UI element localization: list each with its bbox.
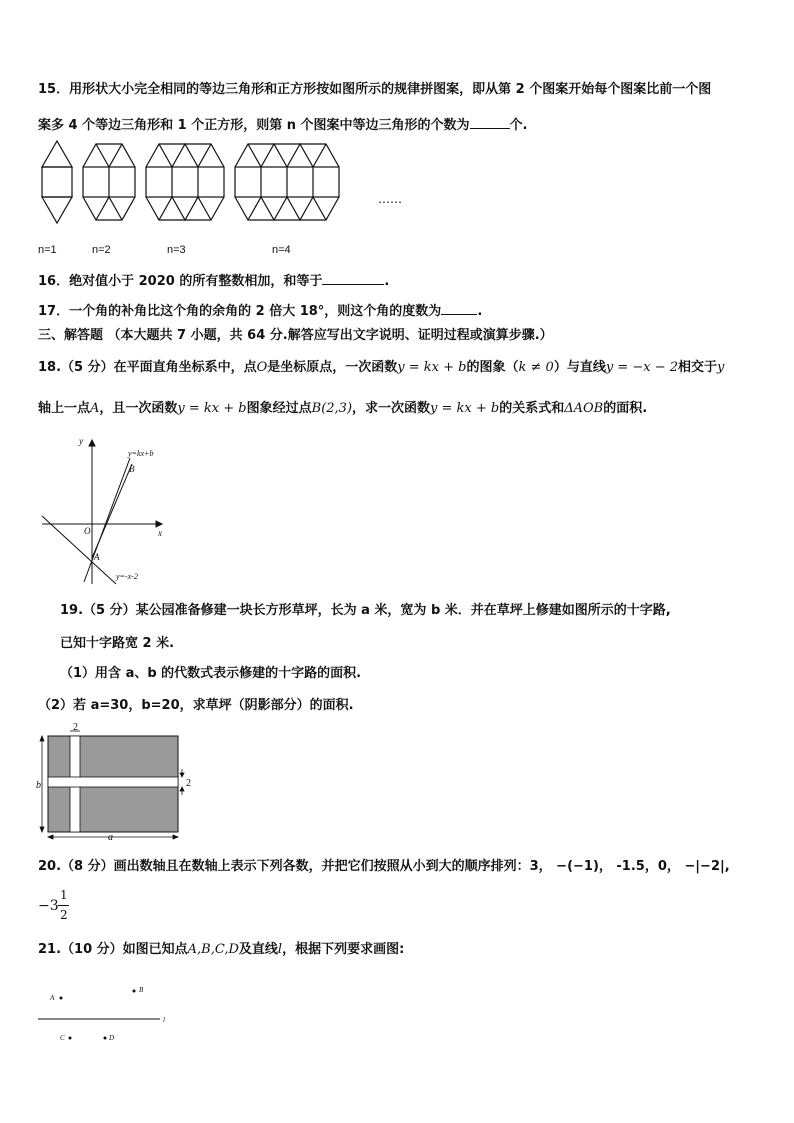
pattern-n3 bbox=[146, 144, 224, 220]
pattern-n2 bbox=[83, 144, 135, 220]
q20-whole: −3 bbox=[38, 898, 59, 914]
q15-line1: 15．用形状大小完全相同的等边三角形和正方形按如图所示的规律拼图案，即从第 2 个图案开始每个图案比前一个图 bbox=[38, 82, 712, 97]
pattern-n1 bbox=[42, 141, 72, 223]
q21-points: A,B,C,D bbox=[187, 942, 239, 957]
q18-text-a: 18.（5 分）在平面直角坐标系中，点 bbox=[38, 360, 257, 375]
q17-end: . bbox=[477, 304, 483, 319]
q20-num: 1 bbox=[60, 888, 68, 902]
label-l: l bbox=[163, 1016, 165, 1024]
q19-lawn-figure bbox=[36, 722, 196, 844]
label-top-2: 2 bbox=[73, 722, 78, 733]
q18-y: y bbox=[717, 360, 725, 375]
q15-answer-blank[interactable] bbox=[470, 114, 510, 129]
q15-line2 bbox=[38, 114, 527, 136]
point-b bbox=[133, 990, 136, 993]
q18-line1 bbox=[38, 358, 724, 378]
label-right-2: 2 bbox=[186, 778, 191, 789]
q15-line2-text: 案多 4 个等边三角形和 1 个正方形，则第 n 个图案中等边三角形的个数为 bbox=[38, 118, 470, 133]
q18-func-3: y = kx + b bbox=[430, 401, 500, 416]
q21-line-l: l bbox=[277, 942, 283, 957]
label-a: a bbox=[108, 832, 113, 843]
y-label: y bbox=[79, 436, 83, 446]
origin-label: O bbox=[84, 526, 91, 536]
q18-cond: k ≠ 0 bbox=[518, 360, 554, 375]
q18-point-o: O bbox=[256, 360, 268, 375]
q18-graph bbox=[36, 432, 176, 588]
q18-text-c: 的图象（ bbox=[466, 360, 519, 375]
point-c bbox=[69, 1037, 72, 1040]
q18-point-b: B(2,3) bbox=[311, 401, 353, 416]
q21-text-b: 及直线 bbox=[238, 942, 278, 957]
label-d: D bbox=[109, 1034, 115, 1042]
q19-line1: 19.（5 分）某公园准备修建一块长方形草坪，长为 a 米，宽为 b 米．并在草坪上修建如图所示的十字路, bbox=[60, 603, 671, 618]
line-kx-plus-b bbox=[84, 458, 130, 582]
q18-point-a: A bbox=[90, 401, 100, 416]
q15-pattern-figure bbox=[36, 140, 396, 232]
q18-text-e: 相交于 bbox=[678, 360, 718, 375]
q18-text-f: 轴上一点 bbox=[38, 401, 91, 416]
q17-answer-blank[interactable] bbox=[441, 300, 477, 315]
q18-triangle: ΔAOB bbox=[564, 401, 604, 416]
q16-answer-blank[interactable] bbox=[322, 270, 384, 285]
point-a-label: A bbox=[94, 552, 100, 562]
q18-func: y = kx + b bbox=[397, 360, 467, 375]
q16 bbox=[38, 270, 389, 292]
q18-line2 bbox=[38, 399, 647, 419]
q15-label-n3: n=3 bbox=[167, 244, 186, 256]
x-axis-arrow bbox=[156, 521, 162, 527]
point-b-label: B bbox=[129, 464, 135, 474]
q21-text-a: 21.（10 分）如图已知点 bbox=[38, 942, 188, 957]
q18-text-j: 的关系式和 bbox=[499, 401, 565, 416]
q18-text-h: 图象经过点 bbox=[246, 401, 312, 416]
q15-label-n1: n=1 bbox=[38, 244, 57, 256]
q21-line1 bbox=[38, 940, 404, 960]
label-a: A bbox=[50, 994, 55, 1002]
q15-ellipsis: …… bbox=[378, 192, 402, 206]
q18-text-d: ）与直线 bbox=[553, 360, 606, 375]
label-kxb: y=kx+b bbox=[128, 449, 154, 458]
q20-line1: 20.（8 分）画出数轴且在数轴上表示下列各数，并把它们按照从小到大的顺序排列：3， −(−1)， -1.5，0， −|−2|, bbox=[38, 859, 730, 874]
q21-figure bbox=[36, 980, 186, 1050]
q18-line-eq: y = −x − 2 bbox=[605, 360, 678, 375]
x-label: x bbox=[158, 528, 162, 538]
q15-label-n2: n=2 bbox=[92, 244, 111, 256]
q17 bbox=[38, 300, 482, 322]
road-horizontal bbox=[48, 777, 178, 787]
q15-line2-end: 个. bbox=[509, 118, 528, 133]
q16-text: 16．绝对值小于 2020 的所有整数相加，和等于 bbox=[38, 274, 323, 289]
q18-text-i: ，求一次函数 bbox=[352, 401, 431, 416]
q19-part2: （2）若 a=30，b=20，求草坪（阴影部分）的面积. bbox=[38, 698, 354, 713]
q20-fraction-bar bbox=[58, 905, 69, 906]
q20-den: 2 bbox=[60, 908, 68, 922]
point-d bbox=[104, 1037, 107, 1040]
segment-ab bbox=[92, 464, 132, 558]
q17-text: 17．一个角的补角比这个角的余角的 2 倍大 18°，则这个角的度数为 bbox=[38, 304, 442, 319]
q18-text-g: ，且一次函数 bbox=[99, 401, 178, 416]
section-heading: 三、解答题 （本大题共 7 小题，共 64 分.解答应写出文字说明、证明过程或演算步骤.） bbox=[38, 328, 553, 343]
label-b: b bbox=[36, 780, 41, 791]
label-c: C bbox=[60, 1034, 65, 1042]
q21-text-c: ，根据下列要求画图: bbox=[282, 942, 405, 957]
q18-text-b: 是坐标原点，一次函数 bbox=[267, 360, 398, 375]
q16-end: . bbox=[384, 274, 390, 289]
label-b: B bbox=[139, 986, 144, 994]
q19-line2: 已知十字路宽 2 米. bbox=[60, 636, 175, 651]
y-axis-arrow bbox=[89, 440, 95, 446]
point-a bbox=[60, 997, 63, 1000]
pattern-n4 bbox=[235, 144, 339, 220]
q18-text-k: 的面积. bbox=[603, 401, 648, 416]
q18-func-2: y = kx + b bbox=[177, 401, 247, 416]
q19-part1: （1）用含 a、b 的代数式表示修建的十字路的面积. bbox=[60, 666, 362, 681]
q15-label-n4: n=4 bbox=[272, 244, 291, 256]
label-line: y=-x-2 bbox=[116, 572, 138, 581]
